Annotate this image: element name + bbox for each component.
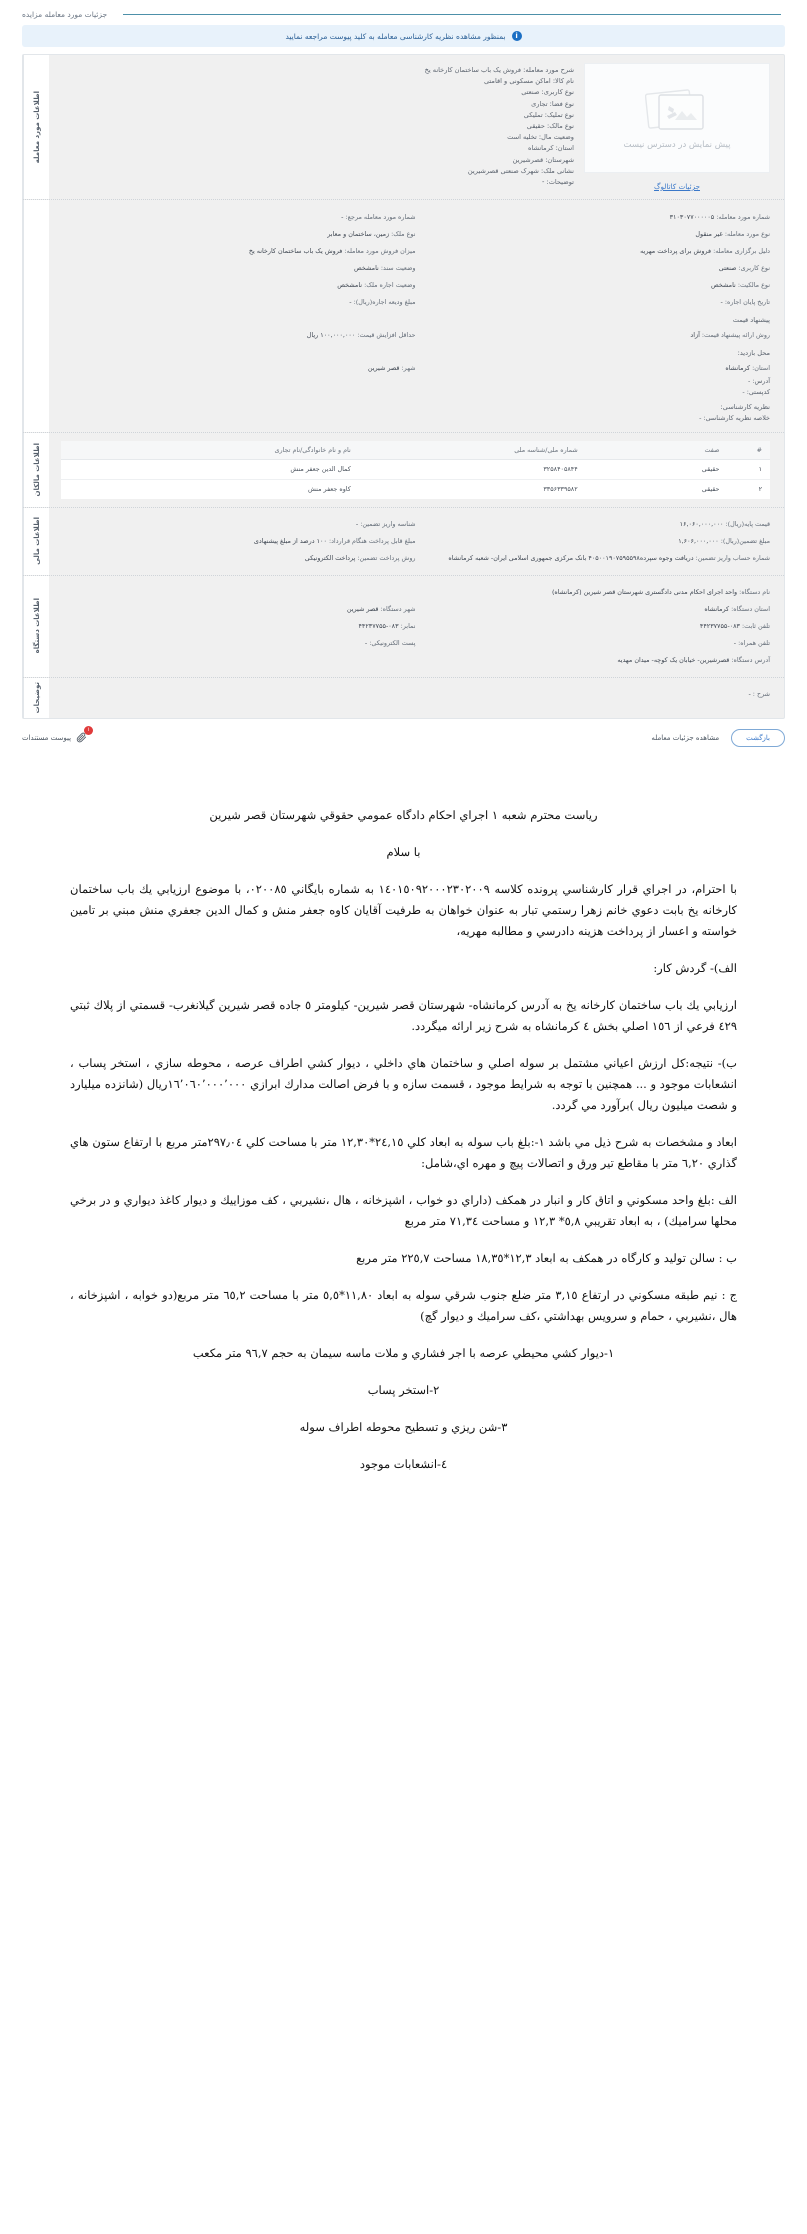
field-label: تلفن ثابت: [742, 622, 770, 630]
field-label: شهر دستگاه: [380, 605, 416, 613]
report-paragraph: رياست محترم شعبه ١ اجراي احكام دادگاه عمومي حقوقي شهرستان قصر شيرين [209, 807, 598, 822]
table-row [61, 618, 416, 635]
summary-lines [61, 63, 574, 188]
field-value: واحد اجرای احکام مدنی دادگستری شهرستان قصر شیرین (کرمانشاه) [551, 588, 738, 596]
field-label: شرح : [752, 690, 770, 698]
expert-summary-line [61, 413, 770, 424]
table-row [61, 293, 416, 310]
field-value: نامشخص [354, 263, 379, 272]
cell-type: حقیقی [586, 459, 728, 479]
info-icon: i [512, 31, 522, 41]
col-name: نام و نام خانوادگی/نام تجاری [61, 441, 359, 460]
table-row [61, 225, 416, 242]
expert-report-document [0, 779, 807, 1531]
preview-thumbnail [584, 63, 770, 173]
field-label: شماره حساب واریز تضمین: [695, 554, 770, 562]
summary-line: نوع فضا: تجاری [531, 99, 574, 108]
field-value: دریافت وجوه سپرده۴۰۵۰۰۱۹۰۷۵۹۵۵۹۸ بانک مرکزی جمهوری اسلامی ایران- شعبه کرمانشاه [448, 554, 694, 562]
summary-line: نوع مالک: حقیقی [526, 122, 574, 131]
detail-card [22, 54, 785, 719]
info-banner-text: بمنظور مشاهده نظریه کارشناسی معامله به کلید پیوست مراجعه نمایید [285, 31, 506, 41]
field-label: نمابر: [400, 622, 416, 630]
field-label: پست الکترونیکی: [369, 639, 416, 647]
table-row[interactable] [61, 459, 770, 479]
section-label-device-text: اطلاعات دستگاه [32, 598, 41, 654]
field-value: قصر شیرین [367, 363, 400, 372]
field-label: نوع کاربری: [738, 263, 770, 272]
table-row [416, 225, 771, 242]
field-label: روش ارائه پیشنهاد قیمت: [701, 330, 770, 339]
visit-grid [61, 359, 770, 376]
summary-line: شرح مورد معامله: فروش یک باب ساختمان کارخانه یخ [424, 66, 574, 74]
field-value: آزاد [690, 330, 700, 339]
col-index: # [727, 441, 770, 460]
title-rule [123, 14, 781, 15]
field-label: نوع ملک: [391, 229, 416, 238]
table-row [416, 208, 771, 225]
section-label-device [23, 576, 49, 677]
field-value: صنعتی [718, 263, 737, 272]
table-row [416, 601, 771, 618]
attachments-label: پیوست مستندات [22, 733, 72, 742]
table-row [61, 326, 416, 343]
footer-left-group [651, 729, 785, 747]
footer-actions [22, 729, 785, 761]
field-label: استان: [752, 363, 770, 372]
back-button[interactable]: بازگشت [731, 729, 785, 747]
table-row [61, 550, 416, 567]
report-paragraph: ٣-شن ريزي و تسطيح محوطه اطراف سوله [299, 1419, 508, 1434]
section-owners [23, 433, 784, 508]
report-paragraph: ٢-استخر پساب [367, 1382, 440, 1397]
report-paragraph: ارزيابي يك باب ساختمان كارخانه يخ به آدرس كرمانشاه- شهرستان قصر شيرين- كيلومتر ٥ جاده قصر شيرين گيلانغرب- قسمتي از پلاك ثبتي ٤٢٩ فرعي از ١٥٦ اصلي بخش ٤ كرمانشاه به شرح زير ارائه ميگردد. [70, 997, 737, 1033]
field-label: مبلغ ودیعه اجاره(ریال): [353, 297, 416, 306]
summary-line: نوع کاربری: صنعتی [521, 88, 574, 97]
field-value: نامشخص [337, 280, 363, 289]
table-row[interactable] [61, 479, 770, 499]
table-row [416, 326, 771, 343]
field-value: ۱۰۰ درصد از مبلغ پیشنهادی [253, 537, 327, 545]
expert-heading: نظریه کارشناسی: [720, 403, 770, 411]
table-row [61, 652, 770, 669]
auction-detail-page [0, 0, 807, 761]
section-label-financial-text: اطلاعات مالی [32, 517, 41, 565]
section-device [23, 576, 784, 678]
cell-name: کمال الدین جعفر منش [61, 459, 359, 479]
field-label: نام دستگاه: [739, 588, 770, 596]
field-label: شناسه واریز تضمین: [360, 520, 416, 528]
field-label: شماره مورد معامله: [716, 212, 770, 221]
notes-grid [61, 686, 770, 703]
field-value: - [364, 639, 368, 647]
field-label: مبلغ قابل پرداخت هنگام قرارداد: [328, 537, 416, 545]
summary-line: توضیحات: - [542, 178, 574, 187]
report-paragraph: ابعاد و مشخصات به شرح ذيل مي باشد ١-:بلغ باب سوله به ابعاد كلي ٢٤,١٥*١٢,٣٠ متر با مساحت كلي ٢٩٧٫٠٤متر مربع با ارتفاع ستون هاي گذاري ٦,٢٠ متر با مقاطع تير ورق و اتصالات پيچ و مهره اي،شامل: [70, 1134, 737, 1170]
image-placeholder-icon [645, 86, 709, 134]
report-paragraph: ب : سالن توليد و كارگاه در همكف به ابعاد ١٢,٣*١٨,٣٥ مساحت ٢٢٥,٧ متر مربع [356, 1250, 737, 1265]
summary-line: نوع تملیک: تملیکی [523, 110, 574, 119]
report-paragraph: ١-ديوار كشي محيطي عرصه با اجر فشاري و ملات ماسه سيمان به حجم ٩٦,٧ متر مكعب [192, 1345, 615, 1360]
summary-line: نام کالا: اماکن مسکونی و اقامتی [483, 77, 574, 86]
table-row [61, 242, 416, 259]
field-label: روش پرداخت تضمین: [357, 554, 416, 562]
field-label: استان دستگاه: [731, 605, 770, 613]
section-financial [23, 508, 784, 576]
field-value: - [748, 690, 751, 698]
page-divider [0, 761, 807, 779]
table-header-row [61, 441, 770, 460]
summary-line: استان: کرمانشاه [527, 144, 574, 153]
field-label: نوع مالکیت: [737, 280, 770, 289]
table-row [416, 533, 771, 550]
report-paragraph: ب)- نتيجه:كل ارزش اعياني مشتمل بر سوله اصلي و ساختمان هاي داخلي ، ديوار كشي اطراف عرصه ، محوطه سازي ، استخر پساب ، انشعابات موجود و ... همچنين با توجه به شرايط موجود ، قسمت سازه و با فرض اصالت مدارك ابرازي ١٦٬٠٦٠٬٠٠٠٬٠٠٠ريال (شانزده ميليارد و شصت ميليون ريال )برآورد مي گردد. [70, 1055, 737, 1112]
preview-placeholder-text: پیش نمایش در دسترس نیست [623, 140, 731, 150]
field-label: کدپستی: [746, 387, 770, 396]
section-notes [23, 678, 784, 718]
section-label-deal-fields [23, 200, 49, 432]
field-label: وضعیت سند: [380, 263, 416, 272]
field-value: نامشخص [711, 280, 736, 289]
field-value: زمین، ساختمان و معابر [327, 229, 390, 238]
field-value: - [733, 639, 737, 647]
offer-heading: پیشنهاد قیمت [732, 316, 770, 324]
cell-national-id: ۳۲۵۸۴۰۵۸۴۴ [359, 459, 586, 479]
field-value: - [720, 297, 723, 306]
section-label-notes-text: توضیحات [32, 681, 41, 714]
summary-line: وضعیت مال: تخلیه است [507, 133, 574, 142]
section-label-financial [23, 508, 49, 575]
attachment-count-badge: ۱ [84, 726, 93, 735]
report-paragraph: ج : نيم طبقه مسكوني در ارتفاع ٣,١٥ متر ضلع جنوب شرقي سوله به ابعاد ١١,٨٠*٥,٥ متر با مساحت ٦٥,٢ متر مربع(دو خوابه ، اشپزخانه ، هال ،نشيربي ، حمام و سرويس بهداشتي ،كف سراميك و ديوار گچ) [70, 1287, 737, 1323]
field-value: - [349, 297, 352, 306]
visit-heading: محل بازدید: [737, 349, 770, 357]
field-label: نوع مورد معامله: [724, 229, 770, 238]
field-label: آدرس دستگاه: [731, 656, 770, 664]
info-banner [22, 25, 785, 47]
field-value: - [699, 414, 702, 422]
field-value: - [747, 377, 751, 385]
field-label: قیمت پایه(ریال): [725, 520, 770, 528]
device-grid [61, 584, 770, 669]
field-value: - [355, 520, 359, 528]
expert-summary [61, 413, 770, 424]
report-paragraph: با سلام [386, 844, 421, 859]
table-row [416, 516, 771, 533]
section-label-deal-info-text: اطلاعات مورد معامله [32, 90, 41, 164]
table-row [416, 276, 771, 293]
cell-index: ۲ [727, 479, 770, 499]
summary-line: نشانی ملک: شهرک صنعتی قصرشیرین [467, 166, 574, 175]
field-value: ۱۰۰,۰۰۰,۰۰۰ ریال [306, 330, 356, 339]
table-row [61, 359, 416, 376]
address-line [61, 376, 770, 387]
section-label-notes [23, 678, 49, 718]
field-value: ۰۸۳-۴۴۲۳۷۷۵۵ [358, 622, 399, 630]
table-row [416, 359, 771, 376]
financial-grid [61, 516, 770, 567]
table-row [61, 601, 416, 618]
field-label: دلیل برگزاری معامله: [713, 246, 770, 255]
field-value: قصر شیرین [346, 605, 379, 613]
table-row [416, 635, 771, 652]
table-row [416, 242, 771, 259]
report-paragraph: الف :بلغ واحد مسكوني و اتاق كار و انبار در همكف (داراي دو خواب ، اشپزخانه ، هال ،نشيربي ، كف موزاييك و ديوار كاغذ ديواري و در برخي محلها سراميك) ، به ابعاد تقريبي ٥,٨* ١٢,٣ و مساحت ٧١,٣٤ متر مربع [70, 1192, 737, 1228]
field-label: شهر: [401, 363, 416, 372]
table-row [416, 293, 771, 310]
table-row [416, 618, 771, 635]
summary-line: شهرستان: قصرشیرین [512, 155, 574, 164]
field-value: فروش یک باب ساختمان کارخانه یخ [248, 246, 343, 255]
field-value: پرداخت الکترونیکی [304, 554, 356, 562]
cell-name: کاوه جعفر منش [61, 479, 359, 499]
section-deal-info [23, 55, 784, 200]
cell-national-id: ۳۳۵۶۳۳۹۵۸۲ [359, 479, 586, 499]
table-row [61, 208, 416, 225]
field-label: وضعیت اجاره ملک: [364, 280, 416, 289]
field-label: خلاصه نظریه کارشناسی: [703, 414, 770, 422]
field-value: ۳۱۰۳۰۷۷۰۰۰۰۰۵ [669, 212, 715, 221]
field-value: - [742, 387, 745, 396]
cell-index: ۱ [727, 459, 770, 479]
offer-grid [61, 326, 770, 343]
field-label: حداقل افزایش قیمت: [357, 330, 416, 339]
field-label: تلفن همراه: [738, 639, 770, 647]
report-paragraph: ٤-انشعابات موجود [359, 1456, 448, 1471]
field-label: تاریخ پایان اجاره: [724, 297, 770, 306]
section-label-owners [23, 433, 49, 507]
field-value: کرمانشاه [704, 605, 730, 613]
field-value: ۱۶,۰۶۰,۰۰۰,۰۰۰ [679, 520, 724, 528]
preview-block [584, 63, 770, 191]
postal-line [61, 387, 770, 398]
section-label-owners-text: اطلاعات مالکان [32, 442, 41, 497]
table-row [61, 533, 416, 550]
report-paragraph: با احترام، در اجراي قرار كارشناسي پرونده كلاسه ١٤٠١٥٠٩٢٠٠٠٢٣٠٢٠٠٩ به شماره بايگاني ٠٢٠٠٨٥، با موضوع ارزيابي يك باب ساختمان كارخانه يخ بابت دعوي خانم زهرا رستمي تبار به عنوان خواهان به طرفيت آقايان كاوه جعفر منش و كمال الدين جعفري منش مبني بر تامين خواسته و اعسار از پرداخت هزينه دادرسي و مطالبه مهريه، [70, 881, 737, 938]
table-row [61, 259, 416, 276]
owners-table [61, 441, 770, 499]
field-label: میزان فروش مورد معامله: [344, 246, 416, 255]
report-paragraph: الف)- گردش كار: [653, 960, 737, 975]
table-row [61, 635, 416, 652]
cell-type: حقیقی [586, 479, 728, 499]
field-value: فروش برای پرداخت مهریه [640, 246, 712, 255]
col-national-id: شماره ملی/شناسه ملی [359, 441, 586, 460]
table-row [61, 516, 416, 533]
field-value: قصرشیرین- خیابان یک کوچه- میدان مهدیه [617, 656, 730, 664]
page-title: جزئیات مورد معامله مزایده [22, 10, 108, 19]
field-value: کرمانشاه [725, 363, 751, 372]
field-label: آدرس: [752, 377, 770, 385]
table-row [61, 276, 416, 293]
field-label: شماره مورد معامله مرجع: [345, 212, 416, 221]
catalog-details-link[interactable]: جزئیات کاتالوگ [654, 182, 700, 191]
visit-address-lines [61, 376, 770, 397]
col-type: صفت [586, 441, 728, 460]
attachments-button[interactable] [22, 727, 91, 743]
table-row [61, 584, 770, 601]
section-deal-fields [23, 200, 784, 433]
deal-field-grid [61, 208, 770, 310]
field-value: - [341, 212, 344, 221]
table-row [61, 686, 770, 703]
field-label: مبلغ تضمین(ریال): [720, 537, 770, 545]
section-label-deal-info [23, 55, 49, 199]
view-deal-details-link[interactable]: مشاهده جزئیات معامله [651, 733, 720, 742]
field-value: ۱,۶۰۶,۰۰۰,۰۰۰ [678, 537, 719, 545]
field-value: ۰۸۳-۴۴۲۳۷۷۵۵ [699, 622, 740, 630]
table-row [416, 259, 771, 276]
table-row [416, 550, 771, 567]
page-title-row [0, 6, 807, 19]
field-value: غیر منقول [695, 229, 723, 238]
